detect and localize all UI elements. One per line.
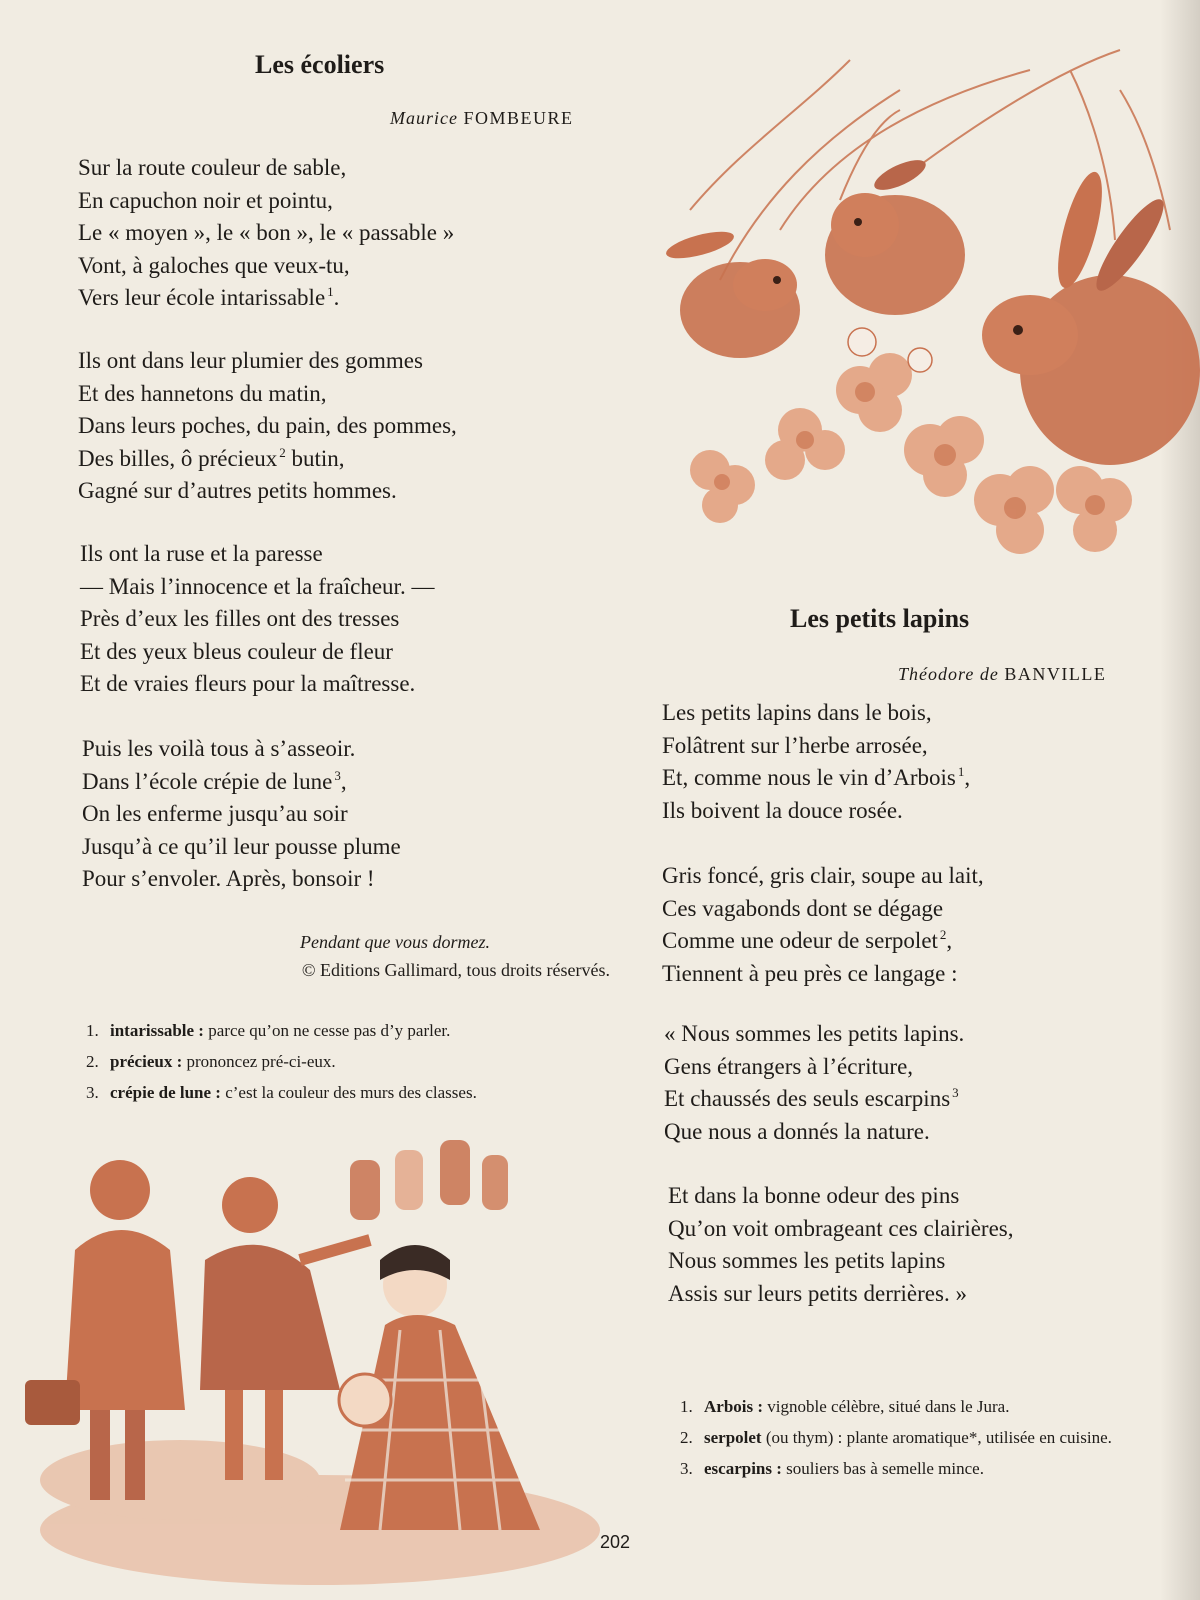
verse-text: Tiennent à peu près ce langage : xyxy=(662,960,958,986)
verse-text: Et dans la bonne odeur des pins xyxy=(668,1183,960,1208)
verse-text: Le « moyen », le « bon », le « passable » xyxy=(78,220,455,245)
verse-text-tail: , xyxy=(340,768,347,794)
footnote-item xyxy=(86,1082,626,1104)
rabbits-illustration xyxy=(600,30,1200,590)
verse-text: Gris foncé, gris clair, soupe au lait, xyxy=(662,863,984,888)
verse-line xyxy=(78,378,457,411)
verse-line xyxy=(664,1051,964,1084)
verse-line xyxy=(668,1213,1014,1246)
verse-text: Près d’eux les filles ont des tresses xyxy=(80,606,400,631)
verse-text-tail: , xyxy=(946,928,953,953)
verse-text: — Mais l’innocence et la fraîcheur. — xyxy=(80,573,435,599)
footnote-number: 3. xyxy=(680,1459,693,1478)
footnote-definition: prononcez pré-ci-eux. xyxy=(182,1052,336,1071)
verse-text: Pour s’envoler. Après, bonsoir ! xyxy=(82,866,375,891)
stanza xyxy=(78,152,454,315)
stanza xyxy=(662,860,984,990)
left-poem-source xyxy=(180,928,610,984)
verse-line xyxy=(662,730,970,763)
footnote-number: 1. xyxy=(86,1021,99,1040)
verse-line xyxy=(82,733,401,766)
verse-line xyxy=(662,958,984,991)
verse-text: Et, comme nous le vin d’Arbois xyxy=(662,765,956,790)
verse-line xyxy=(78,410,457,443)
footnote-reference: 3 xyxy=(334,767,341,783)
stanza xyxy=(82,733,401,896)
footnote-number: 2. xyxy=(680,1428,693,1447)
verse-text: Ils ont la ruse et la paresse xyxy=(80,541,323,566)
verse-text: Ils boivent la douce rosée. xyxy=(662,797,903,823)
verse-line xyxy=(78,345,457,378)
verse-line xyxy=(78,185,454,218)
verse-text: Et de vraies fleurs pour la maîtresse. xyxy=(80,671,416,696)
verse-text: Et des hannetons du matin, xyxy=(78,380,327,406)
footnote-definition: souliers bas à semelle mince. xyxy=(781,1459,984,1478)
footnote-term: précieux : xyxy=(110,1052,183,1071)
right-author-last: BANVILLE xyxy=(1004,664,1107,684)
verse-text: « Nous sommes les petits lapins. xyxy=(664,1021,965,1046)
verse-line xyxy=(82,798,401,831)
stanza xyxy=(664,1018,964,1148)
footnote-item xyxy=(680,1396,1150,1418)
footnote-definition: (ou thym) : plante aromatique*, utilisée en cuisine. xyxy=(761,1428,1112,1447)
verse-text: Ils ont dans leur plumier des gommes xyxy=(78,348,423,373)
verse-text: Ces vagabonds dont se dégage xyxy=(662,895,944,921)
left-poem-title: Les écoliers xyxy=(255,50,385,79)
footnote-number: 3. xyxy=(86,1083,99,1102)
verse-text: Sur la route couleur de sable, xyxy=(78,155,347,180)
verse-text: Que nous a donnés la nature. xyxy=(664,1118,930,1144)
verse-line xyxy=(668,1278,1014,1311)
footnote-term: serpolet xyxy=(704,1428,762,1447)
verse-line xyxy=(662,795,970,828)
verse-text: En capuchon noir et pointu, xyxy=(78,187,333,213)
source-book-title: Pendant que vous dormez. xyxy=(300,932,490,952)
footnote-definition: c’est la couleur des murs des classes. xyxy=(220,1083,477,1102)
verse-line xyxy=(664,1083,964,1116)
stanza xyxy=(662,697,970,827)
verse-text: Et chaussés des seuls escarpins xyxy=(664,1086,951,1111)
verse-text: Et des yeux bleus couleur de fleur xyxy=(80,638,393,664)
left-footnotes xyxy=(86,1020,626,1113)
verse-text: Dans l’école crépie de lune xyxy=(82,768,333,794)
left-author-last: FOMBEURE xyxy=(463,108,574,128)
footnote-definition: vignoble célèbre, situé dans le Jura. xyxy=(763,1397,1010,1416)
right-poem-title: Les petits lapins xyxy=(790,604,970,633)
verse-line xyxy=(80,636,434,669)
children-illustration xyxy=(20,1110,620,1600)
right-author-first: Théodore de xyxy=(898,664,999,684)
verse-text-tail: . xyxy=(333,285,340,310)
footnote-number: 1. xyxy=(680,1397,693,1416)
verse-line xyxy=(80,538,434,571)
verse-text: On les enferme jusqu’au soir xyxy=(82,801,348,826)
stanza xyxy=(80,538,434,701)
verse-line xyxy=(662,860,984,893)
footnote-item xyxy=(86,1051,626,1073)
footnote-definition: parce qu’on ne cesse pas d’y parler. xyxy=(203,1021,451,1040)
verse-text: Des billes, ô précieux xyxy=(78,445,278,471)
verse-line xyxy=(664,1018,964,1051)
stanza xyxy=(78,345,457,508)
footnote-item xyxy=(86,1020,626,1042)
verse-text: Gens étrangers à l’écriture, xyxy=(664,1053,914,1079)
left-author-first: Maurice xyxy=(390,108,458,128)
footnote-item xyxy=(680,1427,1150,1449)
verse-line xyxy=(78,443,457,476)
footnote-reference: 1 xyxy=(327,284,334,300)
verse-line xyxy=(662,893,984,926)
footnote-reference: 2 xyxy=(939,927,947,943)
verse-text: Qu’on voit ombrageant ces clairières, xyxy=(668,1215,1014,1241)
footnote-term: crépie de lune : xyxy=(110,1083,221,1102)
verse-text: Comme une odeur de serpolet xyxy=(662,928,938,953)
footnote-number: 2. xyxy=(86,1052,99,1071)
verse-text: Dans leurs poches, du pain, des pommes, xyxy=(78,413,457,438)
right-footnotes xyxy=(680,1396,1150,1489)
verse-text: Gagné sur d’autres petits hommes. xyxy=(78,478,397,503)
footnote-term: intarissable : xyxy=(110,1021,204,1040)
verse-line xyxy=(668,1245,1014,1278)
footnote-reference: 1 xyxy=(957,764,965,780)
footnote-reference: 2 xyxy=(279,444,286,460)
footnote-reference: 3 xyxy=(952,1085,959,1101)
verse-line xyxy=(662,925,984,958)
stanza xyxy=(668,1180,1014,1310)
verse-text: Vont, à galoches que veux-tu, xyxy=(78,252,350,278)
source-copyright: © Editions Gallimard, tous droits réservés. xyxy=(301,960,610,980)
footnote-term: Arbois : xyxy=(704,1397,764,1416)
verse-line xyxy=(78,217,454,250)
verse-line xyxy=(80,571,434,604)
verse-line xyxy=(78,282,454,315)
verse-line xyxy=(80,603,434,636)
verse-text: Puis les voilà tous à s’asseoir. xyxy=(82,736,356,761)
verse-line xyxy=(662,697,970,730)
verse-text-tail: butin, xyxy=(285,445,345,471)
verse-line xyxy=(78,250,454,283)
verse-line xyxy=(662,762,970,795)
verse-line xyxy=(664,1116,964,1149)
verse-text: Folâtrent sur l’herbe arrosée, xyxy=(662,732,928,758)
right-poem-author xyxy=(898,664,1106,685)
verse-text: Vers leur école intarissable xyxy=(78,285,326,310)
verse-text: Les petits lapins dans le bois, xyxy=(662,700,932,725)
verse-text: Assis sur leurs petits derrières. » xyxy=(668,1280,967,1306)
verse-line xyxy=(82,831,401,864)
verse-line xyxy=(82,863,401,896)
footnote-term: escarpins : xyxy=(704,1459,782,1478)
verse-text: Jusqu’à ce qu’il leur pousse plume xyxy=(82,833,401,859)
verse-text-tail: , xyxy=(964,765,971,790)
page-number: 202 xyxy=(600,1532,631,1552)
verse-text: Nous sommes les petits lapins xyxy=(668,1248,946,1273)
verse-line xyxy=(78,152,454,185)
verse-line xyxy=(80,668,434,701)
verse-line xyxy=(82,766,401,799)
verse-line xyxy=(78,475,457,508)
verse-line xyxy=(668,1180,1014,1213)
footnote-item xyxy=(680,1458,1150,1480)
left-poem-author xyxy=(390,108,574,129)
